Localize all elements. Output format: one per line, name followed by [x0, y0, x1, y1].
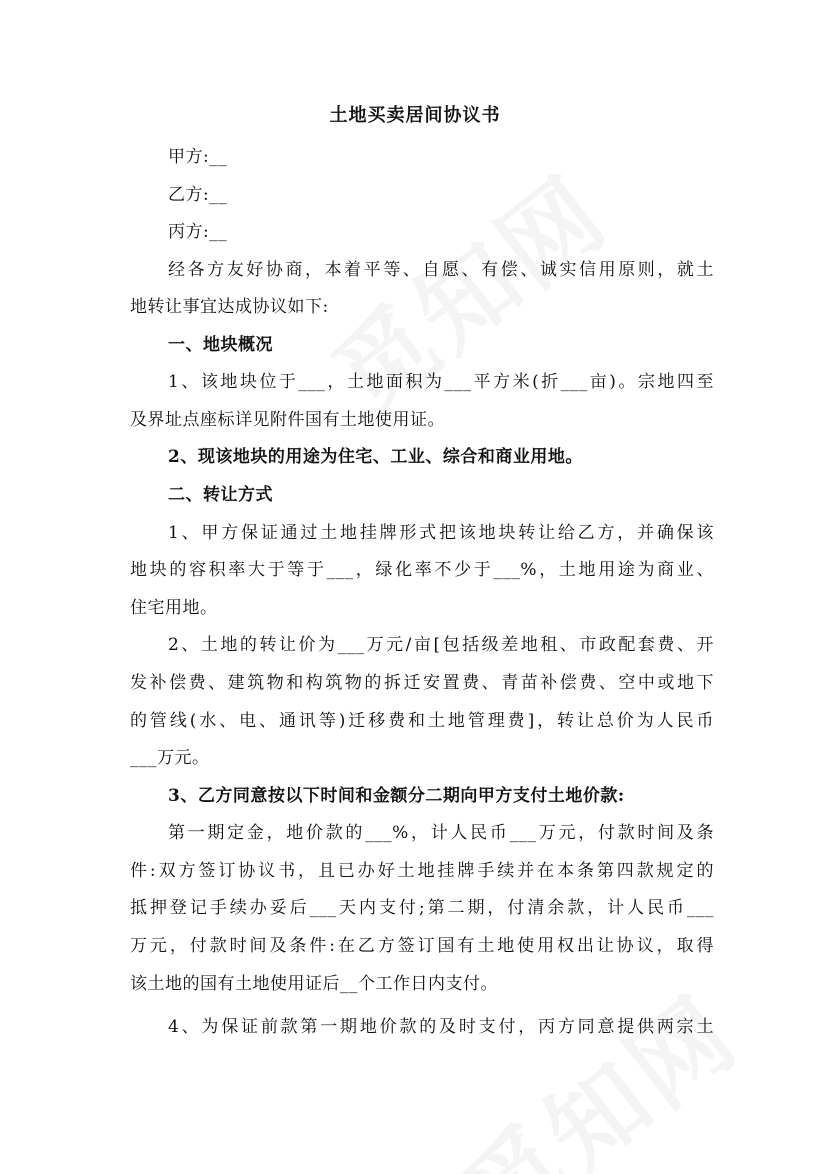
paragraph-line: 经各方友好协商，本着平等、自愿、有偿、诚实信用原则，就土: [168, 260, 714, 280]
clause-heading: 3、乙方同意按以下时间和金额分二期向甲方支付土地价款:: [168, 786, 625, 806]
paragraph-line: 2、土地的转让价为___万元/亩[包括级差地租、市政配套费、开: [168, 635, 714, 655]
section-heading: 二、转让方式: [168, 485, 273, 505]
paragraph-line: 的管线(水、电、通讯等)迁移费和土地管理费]，转让总价为人民币: [130, 711, 714, 731]
paragraph-line: 及界址点座标详见附件国有土地使用证。: [130, 410, 445, 430]
paragraph-line: 4、为保证前款第一期地价款的及时支付，丙方同意提供两宗土: [168, 1017, 714, 1037]
paragraph-line: 该土地的国有土地使用证后__个工作日内支付。: [130, 974, 498, 994]
document-title: 土地买卖居间协议书: [329, 105, 501, 126]
paragraph-line: ___万元。: [130, 748, 210, 768]
paragraph-line: 发补偿费、建筑物和构筑物的拆迁安置费、青苗补偿费、空中或地下: [130, 673, 714, 693]
paragraph-line: 地块的容积率大于等于___，绿化率不少于___%，土地用途为商业、: [130, 560, 714, 580]
paragraph-line: 地转让事宜达成协议如下:: [130, 297, 329, 317]
paragraph-line: 万元，付款时间及条件:在乙方签订国有土地使用权出让协议，取得: [130, 936, 714, 956]
paragraph-line: 1、甲方保证通过土地挂牌形式把该地块转让给乙方，并确保该: [168, 523, 714, 543]
party-a-line: 甲方:__: [168, 147, 228, 167]
paragraph-line: 抵押登记手续办妥后___天内支付;第二期，付清余款，计人民币___: [130, 898, 714, 918]
paragraph-line: 件:双方签订协议书，且已办好土地挂牌手续并在本条第四款规定的: [130, 861, 714, 881]
party-c-line: 丙方:__: [168, 222, 228, 242]
clause-heading: 2、现该地块的用途为住宅、工业、综合和商业用地。: [168, 447, 583, 467]
party-b-line: 乙方:__: [168, 185, 228, 205]
paragraph-line: 1、该地块位于___，土地面积为___平方米(折___亩)。宗地四至: [168, 372, 714, 392]
paragraph-line: 住宅用地。: [130, 598, 218, 618]
section-heading: 一、地块概况: [168, 335, 273, 355]
paragraph-line: 第一期定金，地价款的___%，计人民币___万元，付款时间及条: [168, 823, 714, 843]
